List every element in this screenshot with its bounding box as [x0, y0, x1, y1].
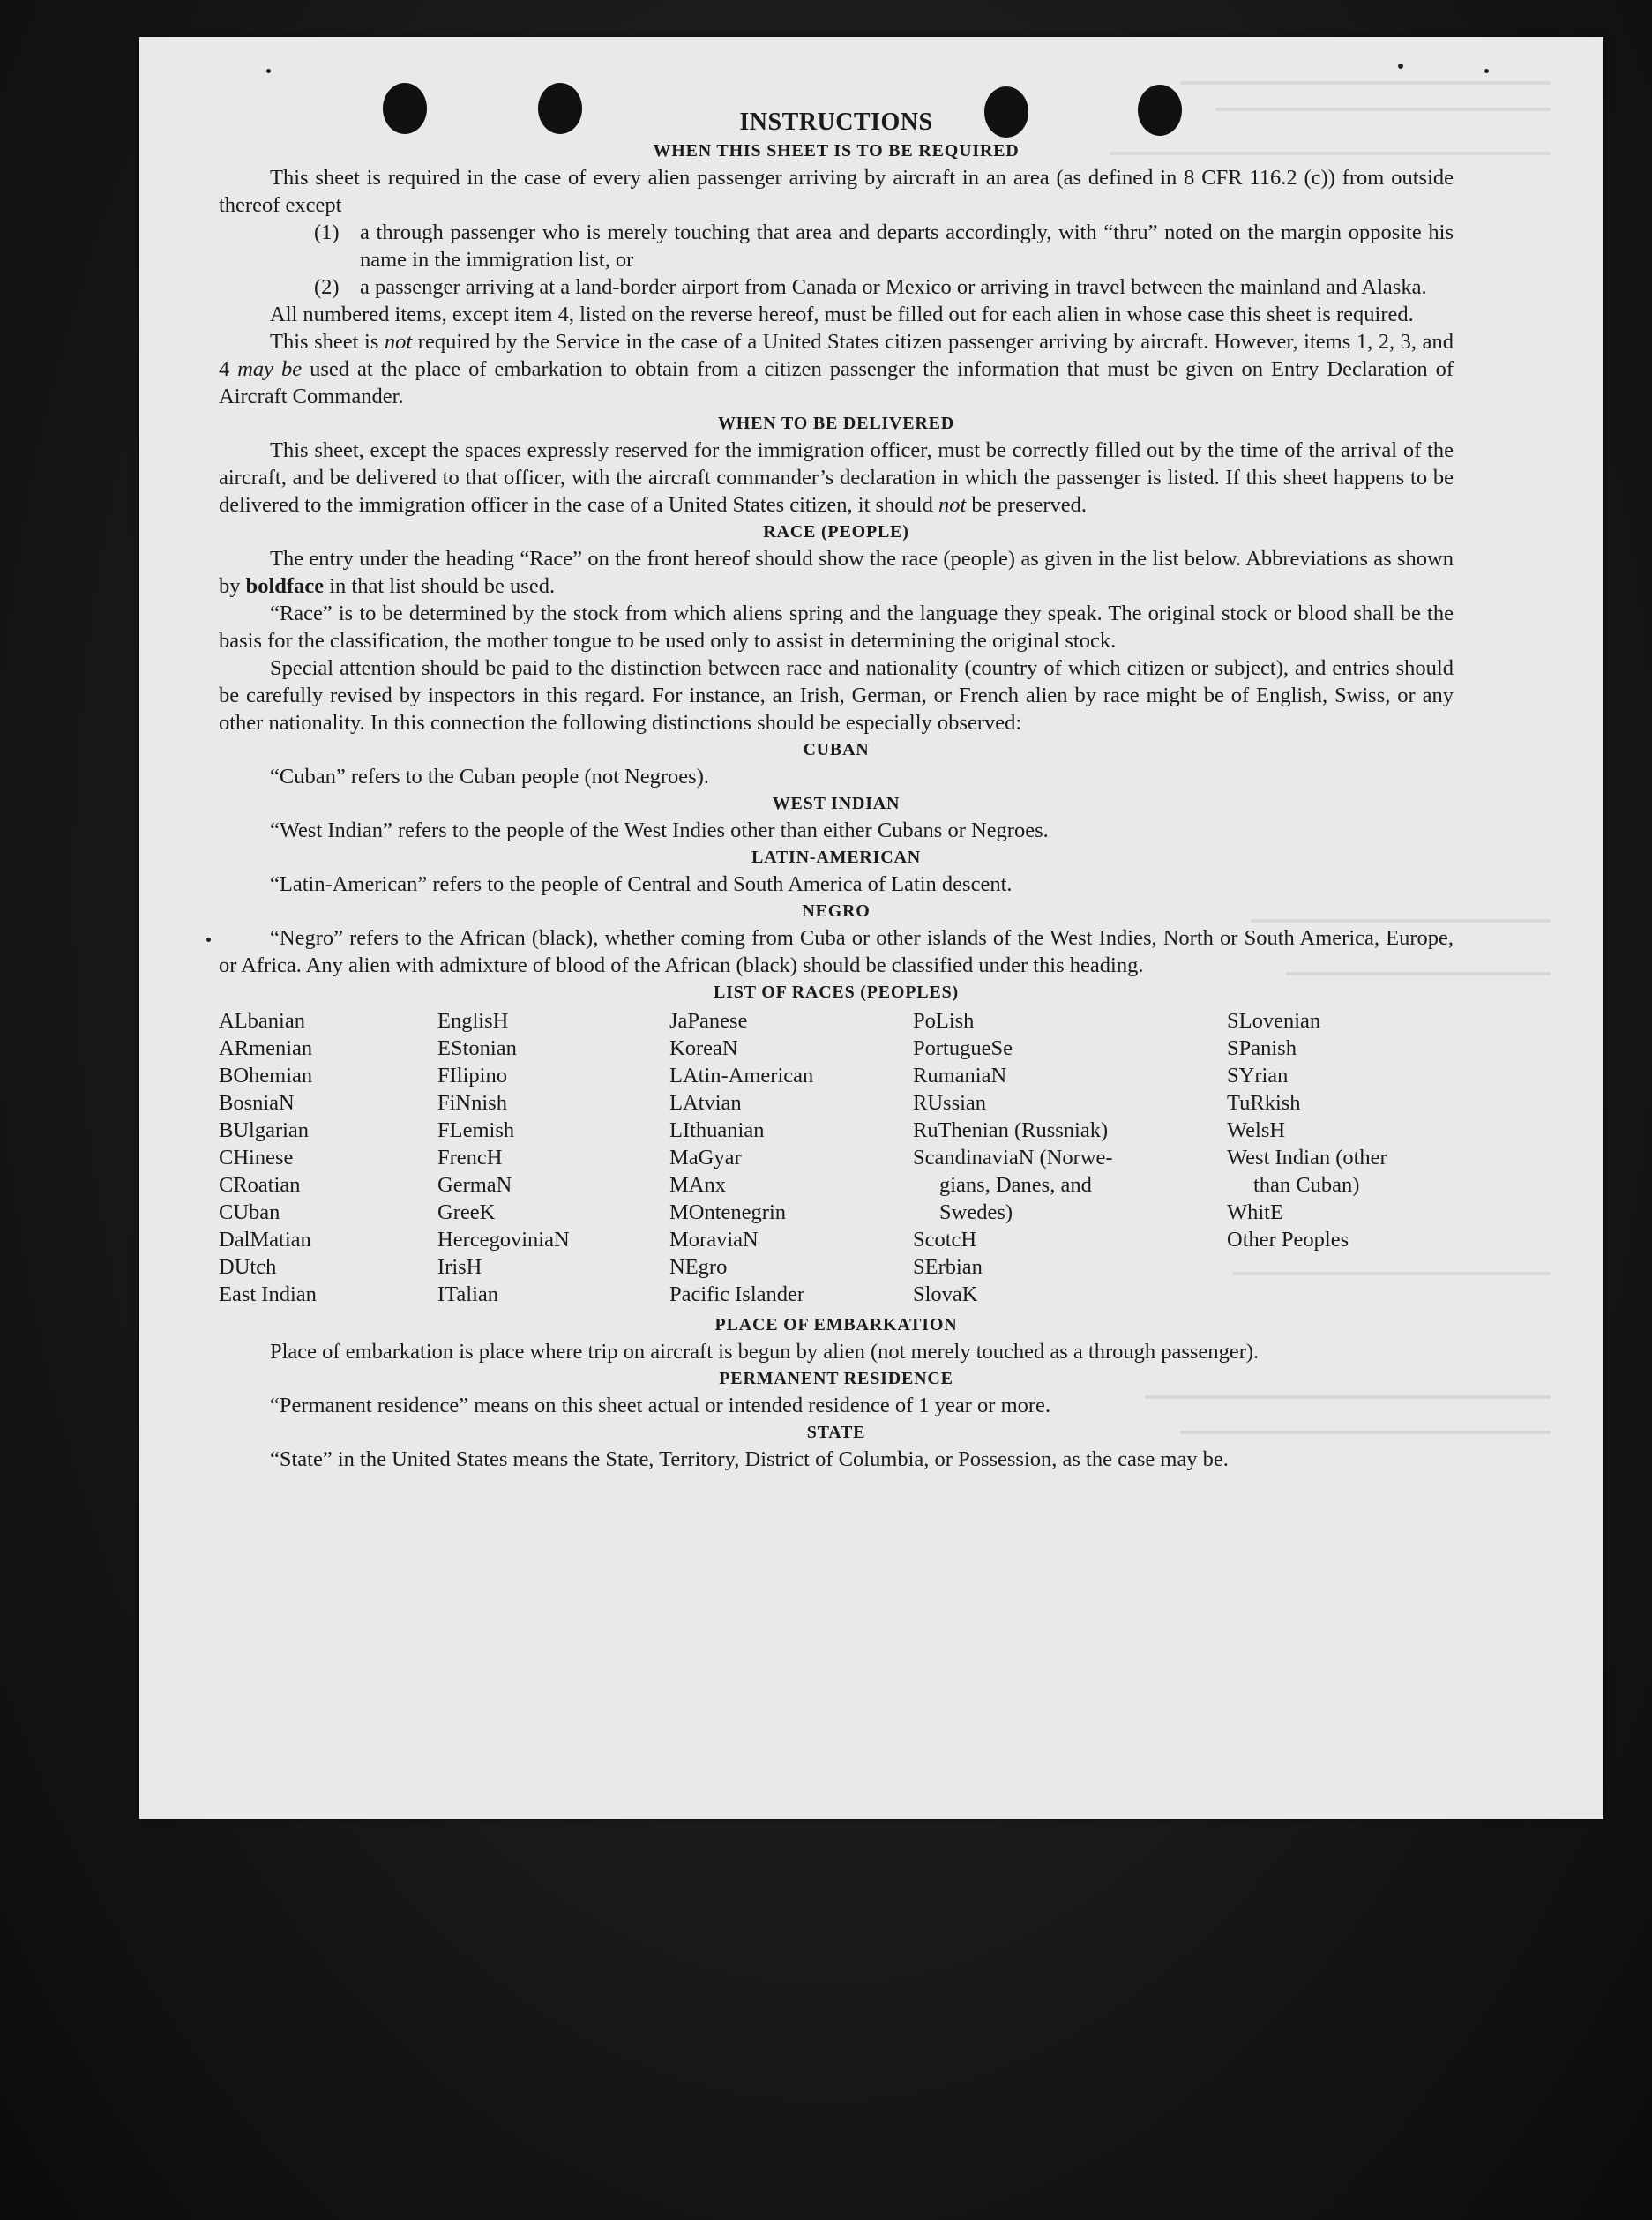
race-entry: East Indian: [219, 1282, 317, 1306]
race-entry: ScotcH: [913, 1228, 977, 1252]
race-entry: RumaniaN: [913, 1064, 1007, 1088]
race-entry: KoreaN: [669, 1036, 738, 1060]
race-entry: TuRkish: [1227, 1091, 1301, 1115]
citizen-paragraph: This sheet is not required by the Service in the case of a United States citizen passenger arriving by aircraft. However, items 1, 2, 3, and 4 may be used at the place of embarkation to obtain from a citizen passenger the information that must be given on Entry Declaration of Aircraft Commander.: [219, 330, 1454, 408]
race-entry: MOntenegrin: [669, 1200, 786, 1224]
race-entry: CUban: [219, 1200, 280, 1224]
heading-state: STATE: [806, 1423, 866, 1442]
race-entry: SLovenian: [1227, 1009, 1321, 1033]
race-entry: LAtin-American: [669, 1064, 814, 1088]
race-entry: SPanish: [1227, 1036, 1297, 1060]
race-entry: NEgro: [669, 1255, 728, 1279]
race-entry: CHinese: [219, 1146, 294, 1170]
race-entry: PortugueSe: [913, 1036, 1013, 1060]
dust-speck: [266, 69, 271, 73]
race-entry: JaPanese: [669, 1009, 748, 1033]
race-entry: WelsH: [1227, 1118, 1286, 1142]
race-entry: GermaN: [437, 1173, 512, 1197]
heading-cuban: CUBAN: [803, 740, 870, 759]
dust-speck: [1398, 64, 1403, 69]
when-delivered-paragraph: This sheet, except the spaces expressly reserved for the immigration officer, must be correctly filled out by the time of the arrival of the aircraft, and be delivered to that officer, with the aircraft commander’s declaration in which the passenger is listed. If this sheet happens to be delivered to the immigration officer in the case of a United States citizen, it should not be preserved.: [219, 438, 1454, 517]
race-entry: RUssian: [913, 1091, 987, 1115]
race-entry: IrisH: [437, 1255, 482, 1279]
race-entry: DalMatian: [219, 1228, 311, 1252]
heading-latin-american: LATIN-AMERICAN: [751, 848, 921, 867]
state-paragraph: “State” in the United States means the State, Territory, District of Columbia, or Possession, as the case may be.: [270, 1447, 1229, 1471]
race-entry: PoLish: [913, 1009, 975, 1033]
race-entry: SYrian: [1227, 1064, 1289, 1088]
race-entry: EnglisH: [437, 1009, 509, 1033]
west-indian-paragraph: “West Indian” refers to the people of the West Indies other than either Cubans or Negroes.: [270, 818, 1049, 842]
heading-race: RACE (PEOPLE): [763, 522, 909, 542]
race-entry: BosniaN: [219, 1091, 295, 1115]
numbered-items-paragraph: All numbered items, except item 4, listed on the reverse hereof, must be filled out for each alien in whose case this sheet is required.: [270, 303, 1414, 326]
race-entry: SErbian: [913, 1255, 983, 1279]
embarkation-paragraph: Place of embarkation is place where trip on aircraft is begun by alien (not merely touched as a through passenger).: [270, 1340, 1260, 1364]
race-entry: DUtch: [219, 1255, 277, 1279]
exception-text: a passenger arriving at a land-border airport from Canada or Mexico or arriving in travel between the mainland and Alaska.: [360, 275, 1427, 299]
residence-paragraph: “Permanent residence” means on this sheet actual or intended residence of 1 year or more.: [270, 1394, 1051, 1417]
heading-list-of-races: LIST OF RACES (PEOPLES): [714, 983, 959, 1002]
heading-when-required: WHEN THIS SHEET IS TO BE REQUIRED: [653, 141, 1020, 161]
race-paragraph-3: Special attention should be paid to the distinction between race and nationality (country of which citizen or subject), and entries should be carefully revised by inspectors in this regard. For instance, an Irish, German, or French alien by race might be of English, Swiss, or any other nationality. In this connection the following distinctions should be especially observed:: [219, 656, 1454, 735]
race-entry: FrencH: [437, 1146, 503, 1170]
dust-speck: [1484, 69, 1489, 73]
race-entry: WhitE: [1227, 1200, 1283, 1224]
heading-negro: NEGRO: [802, 901, 871, 921]
when-required-intro: This sheet is required in the case of every alien passenger arriving by aircraft in an area (as defined in 8 CFR 116.2 (c)) from outside thereof except: [219, 166, 1454, 217]
race-entry: LIthuanian: [669, 1118, 765, 1142]
races-column: [437, 1007, 669, 1308]
races-list: [219, 1007, 1454, 1308]
race-entry: FLemish: [437, 1118, 515, 1142]
race-entry: Pacific Islander: [669, 1282, 805, 1306]
races-column: [219, 1007, 437, 1308]
exception-text: a through passenger who is merely touching that area and departs accordingly, with “thru” noted on the margin opposite his name in the immigration list, or: [360, 221, 1454, 272]
race-entry: GreeK: [437, 1200, 496, 1224]
negro-paragraph: “Negro” refers to the African (black), whether coming from Cuba or other islands of the West Indies, North or South America, Europe, or Africa. Any alien with admixture of blood of the African (black) should be classified under this heading.: [219, 926, 1454, 977]
race-entry: Other Peoples: [1227, 1228, 1349, 1252]
races-column: [913, 1007, 1227, 1308]
race-entry: MoraviaN: [669, 1228, 759, 1252]
exception-item: [314, 219, 1454, 273]
race-entry: BOhemian: [219, 1064, 313, 1088]
race-entry: MAnx: [669, 1173, 726, 1197]
race-entry: ARmenian: [219, 1036, 313, 1060]
race-entry: LAtvian: [669, 1091, 742, 1115]
race-entry: RuThenian (Russniak): [913, 1118, 1109, 1142]
race-entry: ScandinaviaN (Norwe-: [913, 1146, 1113, 1170]
document-sheet: [139, 37, 1603, 1819]
dust-speck: [206, 938, 211, 942]
race-paragraph-2: “Race” is to be determined by the stock from which aliens spring and the language they speak. The original stock or blood shall be the basis for the classification, the mother tongue to be used only to assist in determining the original stock.: [219, 602, 1454, 653]
instructions-content: [219, 108, 1454, 1473]
heading-west-indian: WEST INDIAN: [772, 794, 901, 813]
races-column: [669, 1007, 913, 1308]
heading-permanent-residence: PERMANENT RESIDENCE: [719, 1369, 953, 1388]
race-entry: MaGyar: [669, 1146, 742, 1170]
race-entry: HercegoviniaN: [437, 1228, 570, 1252]
race-entry-continued: gians, Danes, and: [939, 1173, 1092, 1197]
race-entry-continued: than Cuban): [1253, 1173, 1360, 1197]
races-column: [1227, 1007, 1454, 1308]
race-entry: BUlgarian: [219, 1118, 310, 1142]
heading-place-of-embarkation: PLACE OF EMBARKATION: [714, 1315, 958, 1334]
race-entry: FIlipino: [437, 1064, 507, 1088]
race-entry: ALbanian: [219, 1009, 305, 1033]
race-entry: SlovaK: [913, 1282, 978, 1306]
race-entry: West Indian (other: [1227, 1146, 1387, 1170]
cuban-paragraph: “Cuban” refers to the Cuban people (not Negroes).: [270, 765, 709, 789]
race-entry: FiNnish: [437, 1091, 507, 1115]
exception-number: (1): [314, 221, 340, 244]
race-paragraph-1: The entry under the heading “Race” on the front hereof should show the race (people) as given in the list below. Abbreviations as shown by boldface in that list should be used.: [219, 547, 1454, 598]
document-title: INSTRUCTIONS: [739, 108, 933, 136]
heading-when-delivered: WHEN TO BE DELIVERED: [717, 414, 955, 433]
exception-item: [314, 273, 1454, 301]
race-entry: ITalian: [437, 1282, 499, 1306]
latin-american-paragraph: “Latin-American” refers to the people of Central and South America of Latin descent.: [270, 872, 1013, 896]
exception-number: (2): [314, 275, 340, 299]
race-entry-continued: Swedes): [939, 1200, 1013, 1224]
race-entry: EStonian: [437, 1036, 517, 1060]
race-entry: CRoatian: [219, 1173, 301, 1197]
